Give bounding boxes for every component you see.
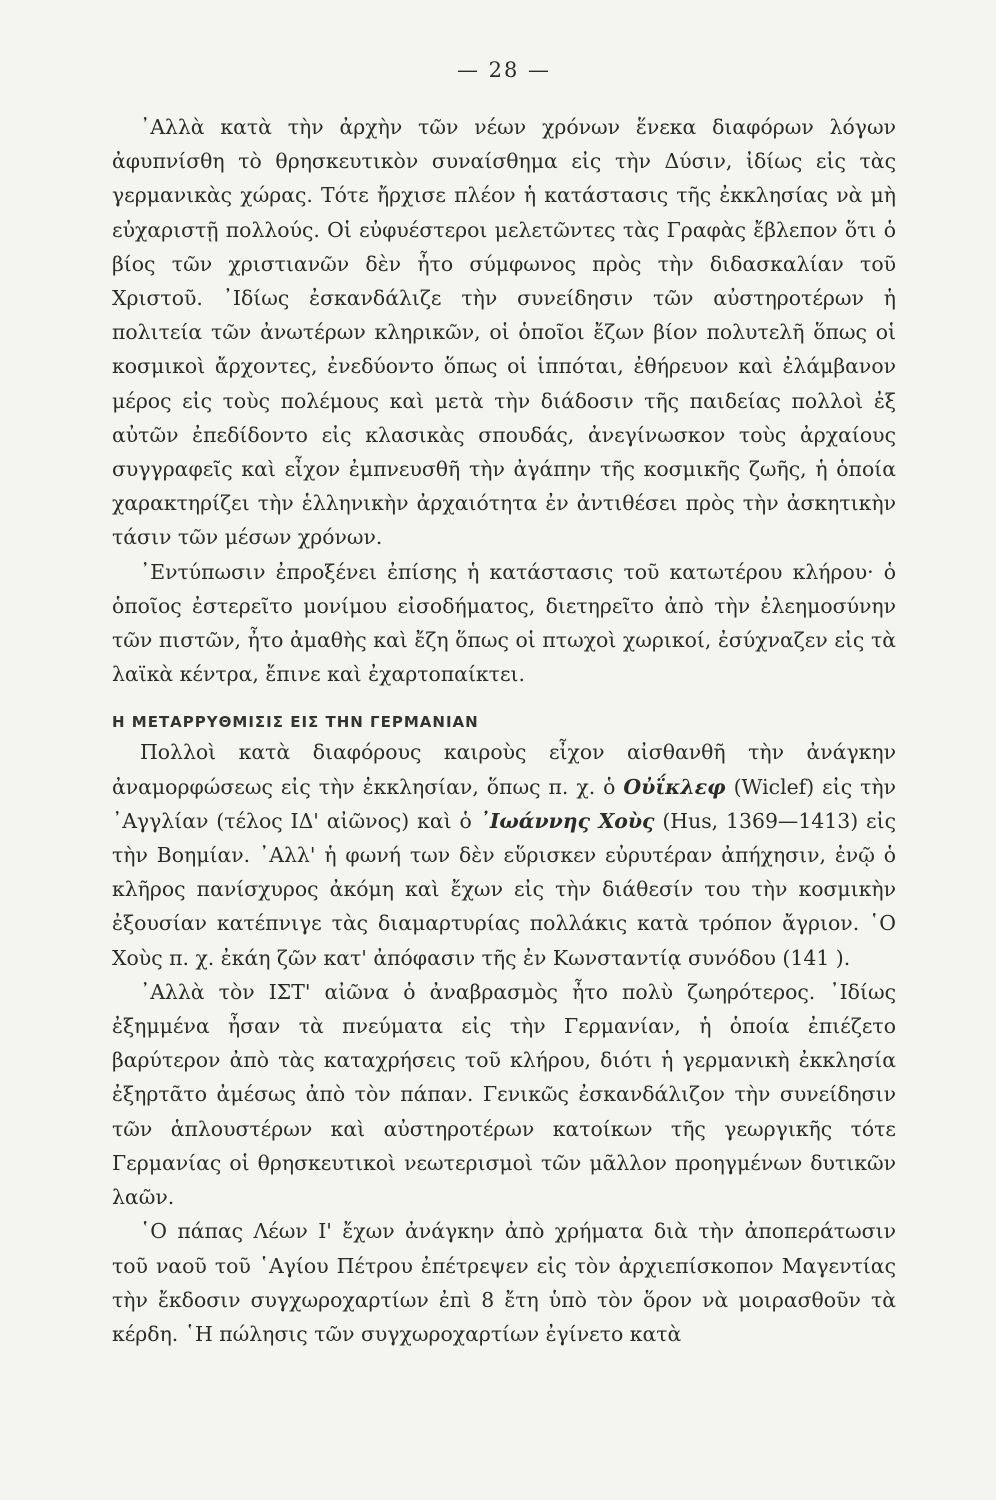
paragraph-pope-leo: ῾Ο πάπας Λέων Ι' ἔχων ἀνάγκην ἀπὸ χρήματα διὰ τὴν ἀποπεράτωσιν τοῦ ναοῦ τοῦ ῾Αγίου Πέτρου ἐπέτρεψεν εἰς τὸν ἀρχιεπίσκοπον Μαγεντίας τὴν ἔκδοσιν συγχωροχαρτίων ἐπὶ 8 ἔτη ὑπὸ τὸν ὅρον νὰ μοιρασθοῦν τὰ κέρδη. ῾Η πώλησις τῶν συγχωροχαρτίων ἐγίνετο κατὰ (112, 1219, 896, 1346)
paragraph-reformers (112, 735, 896, 974)
paragraph-awakening: ᾿Αλλὰ κατὰ τὴν ἀρχὴν τῶν νέων χρόνων ἕνεκα διαφόρων λόγων ἀφυπνίσθη τὸ θρησκευτικὸν συναίσθημα εἰς τὴν Δύσιν, ἰδίως εἰς τὰς γερμανικὰς χώρας. Τότε ἤρχισε πλέον ἡ κατάστασις τῆς ἐκκλησίας νὰ μὴ εὐχαριστῇ πολλούς. Οἱ εὐφυέστεροι μελετῶντες τὰς Γραφὰς ἔβλεπον ὅτι ὁ βίος τῶν χριστιανῶν δὲν ἦτο σύμφωνος πρὸς τὴν διδασκαλίαν τοῦ Χριστοῦ. ᾿Ιδίως ἐσκανδάλιζε τὴν συνείδησιν τῶν αὐστηροτέρων ἡ πολιτεία τῶν ἀνωτέρων κληρικῶν, οἱ ὁποῖοι ἔζων βίον πολυτελῆ ὅπως οἱ κοσμικοὶ ἄρχοντες, ἐνεδύοντο ὅπως οἱ ἱππόται, ἐθήρευον καὶ ἐλάμβανον μέρος εἰς τοὺς πολέμους καὶ μετὰ τὴν διάδοσιν τῆς παιδείας πολλοὶ ἐξ αὐτῶν ἐπεδίδοντο εἰς κλασικὰς σπουδάς, ἀνεγίνωσκον τοὺς ἀρχαίους συγγραφεῖς καὶ εἶχον ἐμπνευσθῆ τὴν ἀγάπην τῆς κοσμικῆς ζωῆς, ἡ ὁποία χαρακτηρίζει τὴν ἑλληνικὴν ἀρχαιότητα ἐν ἀντιθέσει πρὸς τὴν ἀσκητικὴν τάσιν τῶν μέσων χρόνων. (112, 115, 896, 550)
paragraph-lower-clergy: ᾿Εντύπωσιν ἐπροξένει ἐπίσης ἡ κατάστασις τοῦ κατωτέρου κλήρου· ὁ ὁποῖος ἐστερεῖτο μονίμου εἰσοδήματος, διετηρεῖτο ἀπὸ τὴν ἐλεημοσύνην τῶν πιστῶν, ἦτο ἀμαθὴς καὶ ἔζη ὅπως οἱ πτωχοὶ χωρικοί, ἐσύχναζεν εἰς τὰ λαϊκὰ κέντρα, ἔπινε καὶ ἐχαρτοπαίκτει. (112, 559, 896, 687)
reformers-text-1: Πολλοὶ κατὰ διαφόρους καιροὺς εἶχον αἰσθανθῆ τὴν ἀνάγκην ἀναμορφώσεως εἰς τὴν ἐκκλησίαν, ὅπως π. χ. ὁ (112, 740, 896, 799)
section-heading: Η ΜΕΤΑΡΡΥΘΜΙΣΙΣ ΕΙΣ ΤΗΝ ΓΕΡΜΑΝΙΑΝ (112, 713, 479, 732)
reformers-text-3: (Hus, 1369—1413) εἰς τὴν Βοημίαν. ᾿Αλλ' ἡ φωνή των δὲν εὕρισκεν εὐρυτέραν ἀπήχησιν, ἐνῷ ὁ κλῆρος πανίσχυρος ἀκόμη καὶ ἔχων εἰς τὴν διάθεσίν του τὴν κοσμικὴν ἐξουσίαν κατέπνιγε τὰς διαμαρτυρίας πολλάκις κατὰ τρόπον ἄγριον. ῾Ο Χοὺς π. χ. ἐκάη ζῶν κατ' ἀπόφασιν τῆς ἐν Κωνσταντίᾳ συνόδου (141 ). (112, 808, 897, 970)
page-number: — 28 — (456, 58, 552, 82)
wiclef-name: Οὐΐκλεφ (623, 774, 726, 799)
reformers-text-2: (Wiclef) εἰς τὴν ᾿Αγγλίαν (τέλος ΙΔ' αἰῶνος) καὶ ὁ (112, 774, 896, 833)
paragraph-sixteenth-century: ᾿Αλλὰ τὸν ΙΣΤ' αἰῶνα ὁ ἀναβρασμὸς ἦτο πολὺ ζωηρότερος. ᾿Ιδίως ἐξημμένα ἦσαν τὰ πνεύματα εἰς τὴν Γερμανίαν, ἡ ὁποία ἐπιέζετο βαρύτερον ἀπὸ τὰς καταχρήσεις τοῦ κλήρου, διότι ἡ γερμανικὴ ἐκκλησία ἐξηρτᾶτο ἀμέσως ἀπὸ τὸν πάπαν. Γενικῶς ἐσκανδάλιζον τὴν συνείδησιν τῶν ἁπλουστέρων καὶ αὐστηροτέρων κατοίκων τῆς γεωργικῆς τότε Γερμανίας οἱ θρησκευτικοὶ νεωτερισμοὶ τῶν μᾶλλον προηγμένων δυτικῶν λαῶν. (112, 979, 896, 1210)
hus-name: ᾿Ιωάννης Χοὺς (479, 808, 655, 833)
